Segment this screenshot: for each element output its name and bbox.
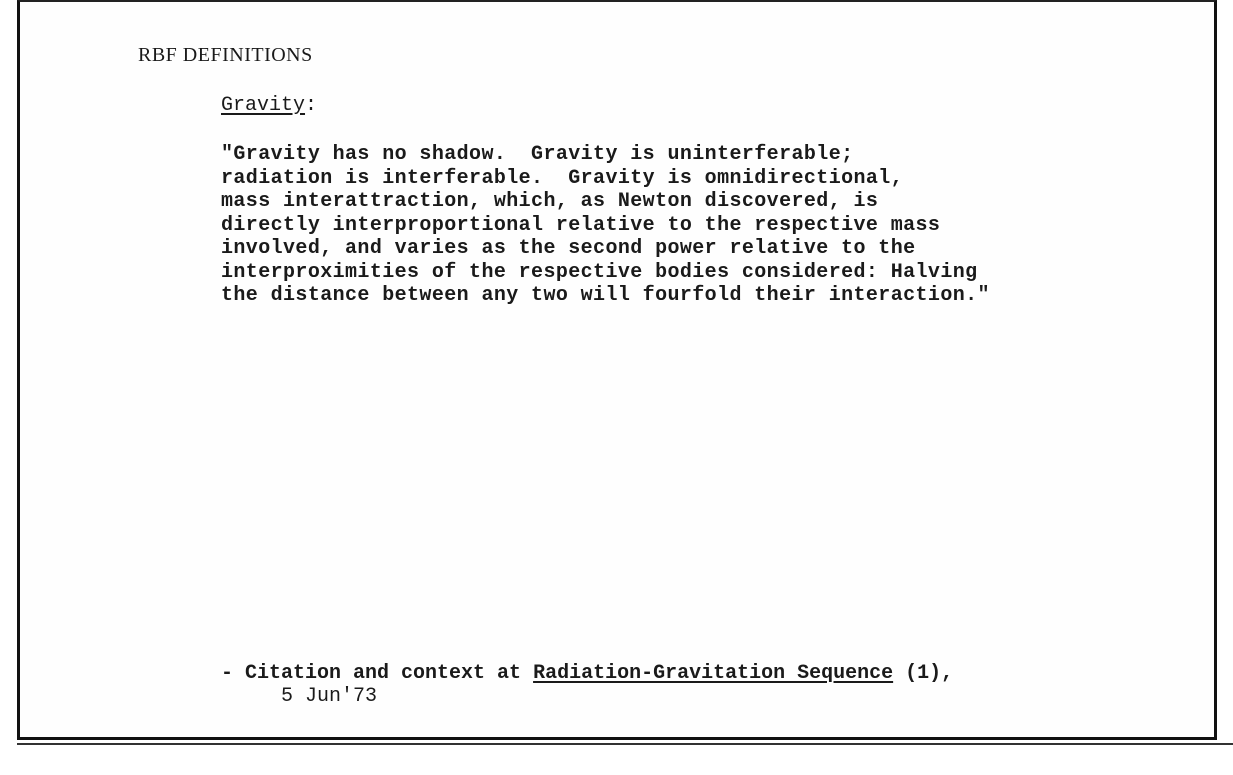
term-word: Gravity [221, 94, 306, 117]
term-title [221, 94, 317, 117]
citation-date: 5 Jun'73 [281, 685, 378, 708]
citation-suffix: (1), [893, 662, 954, 685]
quote-line: involved, and varies as the second power relative to the [221, 237, 916, 260]
citation [221, 662, 953, 708]
definition-quote [221, 143, 990, 308]
term-colon: : [305, 94, 318, 117]
quote-line: directly interproportional relative to the respective mass [221, 213, 941, 237]
definition-card [17, 0, 1217, 740]
card-shadow-line [17, 743, 1233, 745]
quote-line: mass interattraction, which, as Newton discovered, is [221, 190, 879, 213]
quote-line: radiation is interferable. Gravity is omnidirectional, [221, 166, 904, 190]
page-heading: RBF DEFINITIONS [138, 44, 313, 66]
citation-link[interactable]: Radiation-Gravitation Sequence [533, 662, 894, 685]
quote-line: the distance between any two will fourfold their interaction." [221, 284, 990, 307]
citation-prefix: - Citation and context at [221, 662, 534, 685]
quote-line: "Gravity has no shadow. Gravity is uninterferable; [221, 143, 854, 166]
quote-line: interproximities of the respective bodies considered: Halving [221, 260, 978, 284]
